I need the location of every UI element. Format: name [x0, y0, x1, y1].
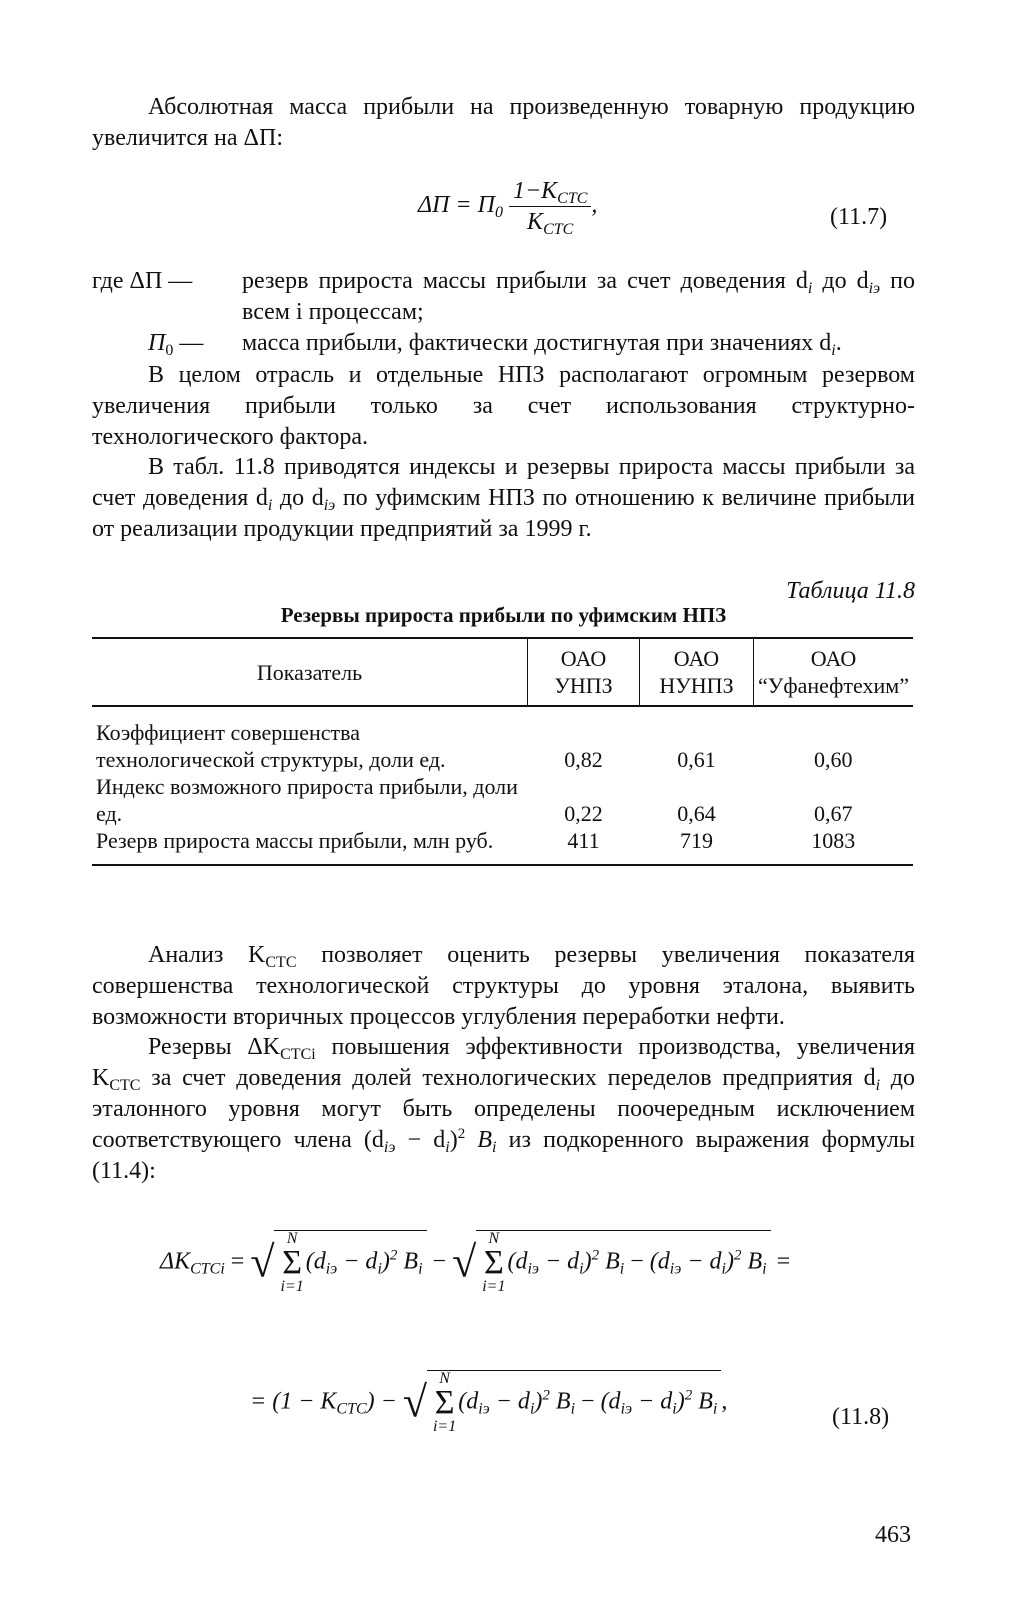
equation-11-8-line2: = $(1 - K_{CTC})$ − √ N Σ i=1 $(d_{iэ} - d_i)^2$ $B_i - (d_{iэ} - d_i)^2$ $B_i$ ,	[250, 1370, 728, 1435]
cell-value: 0,60	[814, 747, 853, 772]
sqrt-sign: √	[452, 1237, 477, 1287]
table-header-row	[92, 638, 913, 706]
definition-item: $П_0$ — масса прибыли, фактически достигнутая при значениях $d_i$.	[148, 330, 842, 359]
sum-symbol: N Σ i=1	[280, 1230, 304, 1295]
header-indicator: Показатель	[92, 638, 528, 706]
paragraph-table-ref: В табл. 11.8 приводятся индексы и резервы прироста массы прибыли за счет доведения $d_i$ до $d_{iэ}$ по уфимским НПЗ по отношению к величине прибыли от реализации продукции предприятий за 1999 г.	[92, 454, 915, 542]
page-number: 463	[875, 1522, 911, 1548]
paragraph-intro: Абсолютная масса прибыли на произведенную товарную продукцию увеличится на ΔП:	[92, 94, 915, 151]
cell-value: 1083	[754, 827, 914, 865]
paragraph-industry: В целом отрасль и отдельные НПЗ располагают огромным резервом увеличения прибыли только за счет использования структурно-технологического фактора.	[92, 362, 915, 450]
cell-value: 0,67	[814, 801, 853, 826]
cell-value: 0,64	[677, 801, 716, 826]
header-ufaneftekhim: ОАО “Уфанефтехим”	[754, 638, 914, 706]
definition-item: где ΔП — резерв прироста массы прибыли за счет доведения $d_i$ до $d_{iэ}$ по всем i процессам;	[92, 268, 915, 325]
sum-symbol: N Σ i=1	[482, 1230, 506, 1295]
row-label: Резерв прироста массы прибыли, млн руб.	[92, 827, 528, 865]
table-row	[92, 827, 913, 865]
eq-11-7-fraction: $\frac{1-K_{СТС}}{K_{СТС}}$	[509, 176, 591, 237]
cell-value: 719	[639, 827, 753, 865]
table-title: Резервы прироста прибыли по уфимским НПЗ	[280, 603, 727, 627]
row-label: Коэффициент совершенства технологической структуры, доли ед.	[96, 720, 446, 772]
equation-number-11-8: (11.8)	[832, 1404, 890, 1430]
equation-11-8-line1: $\Delta K_{CTCi}$ = √ N Σ i=1 $(d_{iэ} - d_i)^2$ $B_i$ − √ N Σ i=1 $(d_{iэ} - d_i)^2$ $B_i - (d_{iэ} - d_i)^2$ $B_i$ =	[160, 1230, 791, 1295]
table-row	[92, 773, 913, 827]
radicand: N Σ i=1 $(d_{iэ} - d_i)^2$ $B_i$	[274, 1230, 426, 1295]
sqrt-sign: √	[250, 1237, 275, 1287]
definitions-list	[92, 266, 915, 359]
cell-value: 0,82	[564, 747, 603, 772]
header-nunpz: ОАО НУНПЗ	[639, 638, 753, 706]
paragraph-analysis: Анализ $K_{СТС}$ позволяет оценить резервы увеличения показателя совершенства технологической структуры до уровня эталона, выявить возможности вторичных процессов углубления переработки нефти.	[92, 942, 916, 1030]
radicand: N Σ i=1 $(d_{iэ} - d_i)^2$ $B_i - (d_{iэ} - d_i)^2$ $B_i$	[476, 1230, 770, 1295]
table-row	[92, 706, 913, 773]
cell-value: 411	[528, 827, 640, 865]
reserves-table	[92, 637, 913, 866]
radicand: N Σ i=1 $(d_{iэ} - d_i)^2$ $B_i - (d_{iэ} - d_i)^2$ $B_i$	[427, 1370, 721, 1435]
row-label: Индекс возможного прироста прибыли, доли ед.	[96, 774, 518, 826]
cell-value: 0,61	[677, 747, 716, 772]
equation-11-7: $\Delta П = П_0$ $\frac{1-K_{СТС}}{K_{СТС}}$ ,	[418, 178, 598, 238]
sqrt-sign: √	[402, 1377, 427, 1427]
sum-symbol: N Σ i=1	[432, 1370, 457, 1435]
eq-11-7-lhs: ΔП = П	[418, 192, 495, 219]
cell-value: 0,22	[564, 801, 603, 826]
table-caption: Таблица 11.8	[786, 578, 915, 604]
header-unpz: ОАО УНПЗ	[528, 638, 640, 706]
paragraph-reserves: Резервы $\Delta K_{СТСi}$ повышения эффективности производства, увеличения $K_{СТС}$ за счет доведения долей технологических переделов предприятия $d_i$ до эталонного уровня могут быть определены поочередным исключением соответствующего члена $(d_{iэ} - d_i)^2$ $B_i$ из подкоренного выражения формулы (11.4):	[92, 1034, 915, 1184]
equation-number-11-7: (11.7)	[830, 204, 888, 230]
